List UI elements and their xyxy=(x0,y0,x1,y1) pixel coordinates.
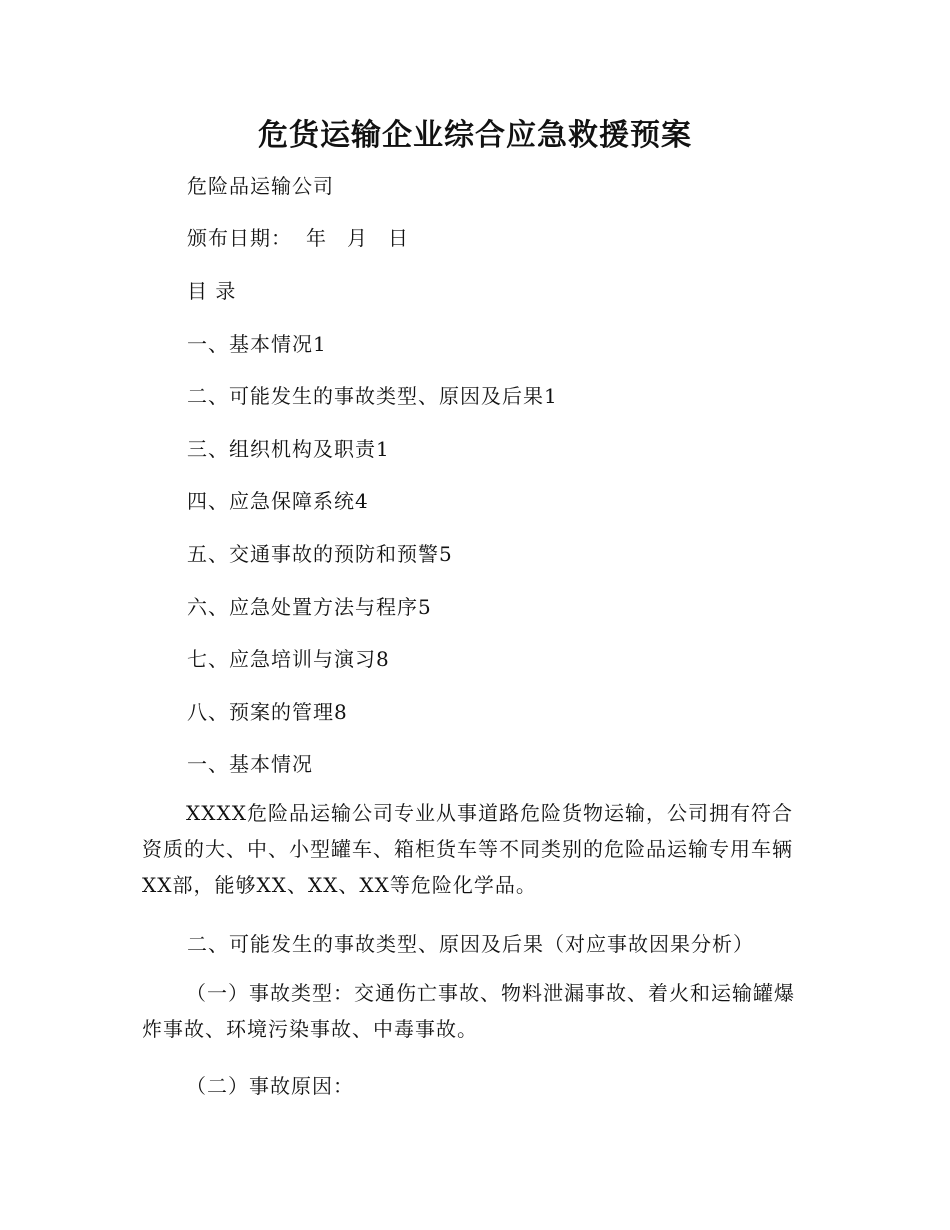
toc-heading: 目 录 xyxy=(187,279,237,303)
issue-date xyxy=(187,222,409,251)
toc-item: 六、应急处置方法与程序5 xyxy=(187,595,432,619)
section1-heading: 一、基本情况 xyxy=(187,752,313,776)
date-year: 年 xyxy=(306,226,327,250)
toc-item: 八、预案的管理8 xyxy=(187,700,348,724)
toc-item: 五、交通事故的预防和预警5 xyxy=(187,542,453,566)
date-day: 日 xyxy=(388,226,409,250)
company-name: 危险品运输公司 xyxy=(187,174,334,198)
toc-item: 三、组织机构及职责1 xyxy=(187,437,390,461)
toc-item: 四、应急保障系统4 xyxy=(187,489,369,513)
toc-item: 七、应急培训与演习8 xyxy=(187,647,390,671)
document-title: 危货运输企业综合应急救援预案 xyxy=(258,118,692,153)
toc-item: 一、基本情况1 xyxy=(187,332,327,356)
section2-types: （一）事故类型：交通伤亡事故、物料泄漏事故、着火和运输罐爆炸事故、环境污染事故、中毒事故。 xyxy=(142,981,795,1041)
section2-causes: （二）事故原因： xyxy=(186,1074,354,1098)
section1-body: XXXX危险品运输公司专业从事道路危险货物运输，公司拥有符合资质的大、中、小型罐车、箱柜货车等不同类别的危险品运输专用车辆XX部，能够XX、XX、XX等危险化学品。 xyxy=(142,801,793,897)
date-month: 月 xyxy=(347,226,368,250)
section2-heading: 二、可能发生的事故类型、原因及后果（对应事故因果分析） xyxy=(187,932,754,956)
toc-item: 二、可能发生的事故类型、原因及后果1 xyxy=(187,384,558,408)
date-label: 颁布日期： xyxy=(187,226,292,250)
